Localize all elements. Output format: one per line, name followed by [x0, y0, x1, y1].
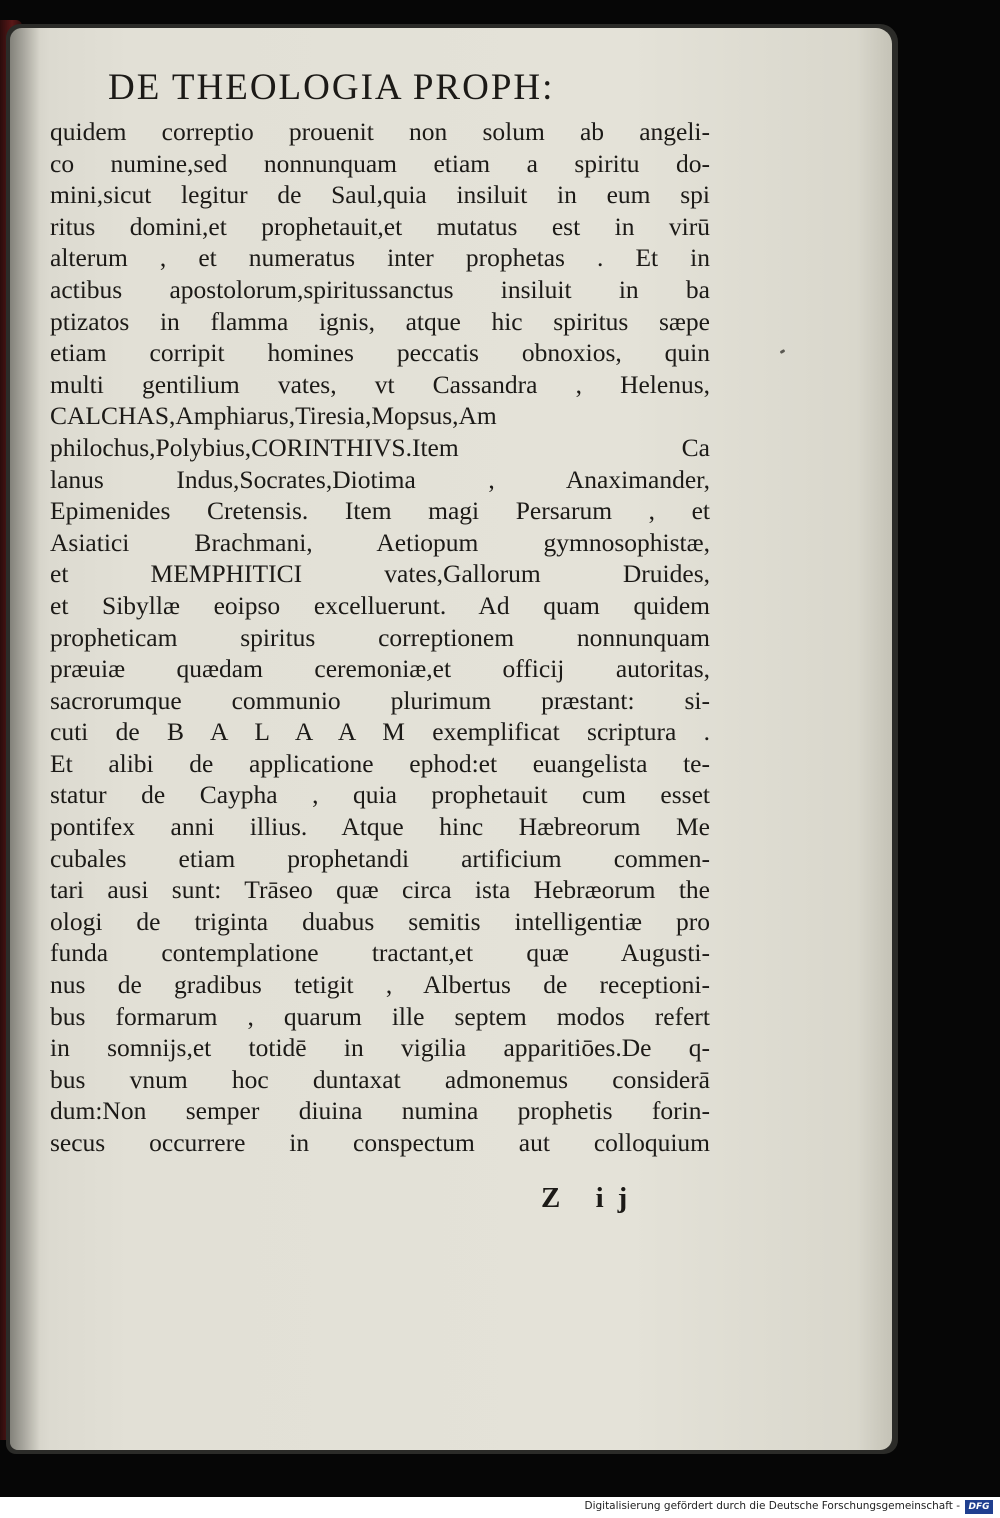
text-line: et Sibyllæ eoipso excelluerunt. Ad quam quidem [50, 590, 710, 620]
text-line: cubales etiam prophetandi artificium commen- [50, 843, 710, 873]
text-line: actibus apostolorum,spiritussanctus insiluit in ba [50, 274, 710, 304]
text-line: dum:Non semper diuina numina prophetis forin- [50, 1096, 710, 1126]
text-line: secus occurrere in conspectum aut colloquium [50, 1128, 710, 1157]
funding-credit: Digitalisierung gefördert durch die Deutsche Forschungsgemeinschaft - [584, 1500, 960, 1512]
page-text-body [50, 116, 710, 1159]
text-line: Epimenides Cretensis. Item magi Persarum , et [50, 496, 710, 526]
text-line: bus formarum , quarum ille septem modos refert [50, 1001, 710, 1031]
text-line: alterum , et numeratus inter prophetas . Et in [50, 243, 710, 273]
text-line: etiam corripit homines peccatis obnoxios, quin [50, 338, 710, 368]
text-line: et MEMPHITICI vates,Gallorum Druides, [50, 559, 710, 589]
page-gutter [10, 28, 40, 1450]
text-line: funda contemplatione tractant,et quæ Augusti- [50, 938, 710, 968]
text-line: CALCHAS,Amphiarus,Tiresia,Mopsus,Am [50, 401, 497, 431]
text-line: propheticam spiritus correptionem nonnunquam [50, 622, 710, 652]
text-line: præuiæ quædam ceremoniæ,et officij autoritas, [50, 654, 710, 684]
text-line: pontifex anni illius. Atque hinc Hæbreorum Me [50, 812, 710, 842]
text-line: bus vnum hoc duntaxat admonemus considerā [50, 1064, 710, 1094]
footer-credit-bar [0, 1497, 1000, 1518]
running-head: DE THEOLOGIA PROPH: [108, 67, 555, 108]
text-line: Et alibi de applicatione ephod:et euangelista te- [50, 748, 710, 778]
text-line: lanus Indus,Socrates,Diotima , Anaximander, [50, 464, 710, 494]
text-line: ptizatos in flamma ignis, atque hic spiritus sæpe [50, 306, 710, 336]
dfg-logo-icon: DFG [965, 1500, 993, 1514]
text-line: tari ausi sunt: Trāseo quæ circa ista Hebræorum the [50, 875, 710, 905]
text-line: statur de Caypha , quia prophetauit cum esset [50, 780, 710, 810]
text-line: philochus,Polybius,CORINTHIVS.Item Ca [50, 432, 710, 462]
text-line: quidem correptio prouenit non solum ab angeli- [50, 117, 710, 146]
text-line: cuti de B A L A A M exemplificat scriptura . [50, 717, 710, 747]
text-line: mini,sicut legitur de Saul,quia insiluit in eum spi [50, 180, 710, 210]
text-line: ritus domini,et prophetauit,et mutatus est in virū [50, 211, 710, 241]
text-line: Asiatici Brachmani, Aetiopum gymnosophistæ, [50, 527, 710, 557]
signature-mark: Z ij [541, 1182, 642, 1214]
text-line: nus de gradibus tetigit , Albertus de receptioni- [50, 970, 710, 1000]
text-line: sacrorumque communio plurimum præstant: si- [50, 685, 710, 715]
text-line: multi gentilium vates, vt Cassandra , Helenus, [50, 369, 710, 399]
text-line: in somnijs,et totidē in vigilia apparitiōes.De q- [50, 1033, 710, 1063]
text-line: ologi de triginta duabus semitis intelligentiæ pro [50, 906, 710, 936]
paper-speck [780, 349, 786, 354]
text-line: co numine,sed nonnunquam etiam a spiritu do- [50, 148, 710, 178]
